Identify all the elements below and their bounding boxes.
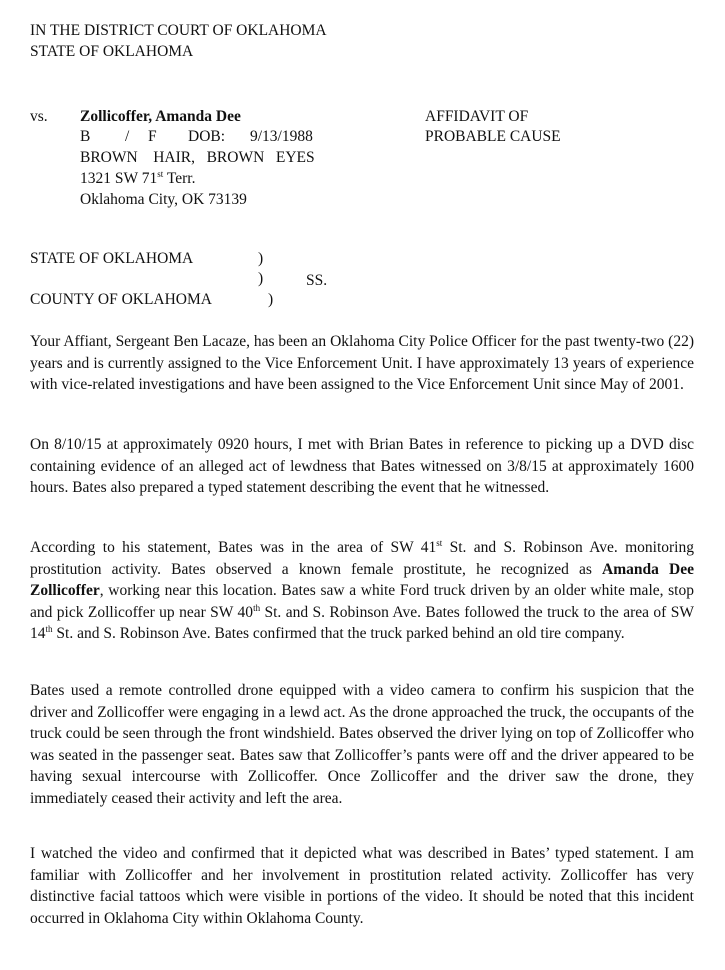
- paragraph-drone: Bates used a remote controlled drone equipped with a video camera to confirm his suspicion that the driver and Zollicoffer were engaging in a lewd act. As the drone approached the truck, the occupants of the truck could be seen through the front windshield. Bates observed the driver lying on top of Zollicoffer who was seated in the passenger seat. Bates saw that Zollicoffer’s pants were off and the driver appeared to be having sexual intercourse with Zollicoffer. Once Zollicoffer and the driver saw the drone, they immediately ceased their activity and left the area.: [30, 682, 694, 807]
- paragraph-video: I watched the video and confirmed that it depicted what was described in Bates’ typed statement. I am familiar with Zollicoffer and her involvement in prostitution related activity. Zollicoffer has very distinctive facial tattoos which were visible in portions of the video. It should be noted that this incident occurred in Oklahoma City within Oklahoma County.: [30, 845, 694, 927]
- statement-text-4: St. and S. Robinson Ave. Bates followed the truck to the area of SW 14: [30, 603, 694, 642]
- venue-ss: SS.: [306, 272, 328, 289]
- defendant-description: BROWN HAIR, BROWN EYES: [80, 149, 315, 166]
- court-name: IN THE DISTRICT COURT OF OKLAHOMA: [30, 22, 327, 39]
- dob-label: DOB:: [188, 128, 226, 145]
- court-state: STATE OF OKLAHOMA: [30, 43, 194, 60]
- paragraph-affiant: Your Affiant, Sergeant Ben Lacaze, has been an Oklahoma City Police Officer for the past twenty-two (22) years and is currently assigned to the Vice Enforcement Unit. I have approximately 13 years of experience with vice-related investigations and have been assigned to the Vice Enforcement Unit since May of 2001.: [30, 333, 694, 393]
- statement-text-5: St. and S. Robinson Ave. Bates confirmed that the truck parked behind an old tire company.: [52, 625, 625, 642]
- defendant-address-street: [80, 168, 195, 189]
- venue-state: STATE OF OKLAHOMA: [30, 250, 194, 267]
- venue-paren-3: ): [268, 291, 274, 308]
- suspect-name-bold: Amanda Dee Zollicoffer: [30, 560, 694, 599]
- ordinal-1: st: [436, 538, 443, 548]
- paragraph-meeting: On 8/10/15 at approximately 0920 hours, I met with Brian Bates in reference to picking up a DVD disc containing evidence of an alleged act of lewdness that Bates witnessed on 3/8/15 at approximately 1600 hours. Bates also prepared a typed statement describing the event that he witnessed.: [30, 436, 694, 496]
- statement-text-3: , working near this location. Bates saw a white Ford truck driven by an older white male, stop and pick Zollicoffer up near SW 40: [30, 582, 694, 621]
- ordinal-2: th: [253, 602, 261, 613]
- defendant-sex: F: [148, 128, 157, 145]
- street-ordinal: st: [157, 169, 164, 179]
- paragraph-statement: [30, 537, 694, 645]
- venue-paren-1: ): [258, 250, 264, 267]
- document-title-line1: AFFIDAVIT OF: [425, 108, 529, 125]
- venue-county: COUNTY OF OKLAHOMA: [30, 291, 212, 308]
- street-name: Terr.: [163, 170, 196, 187]
- statement-text-2: St. and S. Robinson Ave. monitoring prostitution activity. Bates observed a known female prostitute, he recognized as: [30, 539, 694, 578]
- defendant-dob: 9/13/1988: [250, 128, 313, 145]
- ordinal-3: th: [45, 624, 53, 634]
- versus-label: vs.: [30, 108, 48, 125]
- statement-text-1: According to his statement, Bates was in the area of SW 41: [30, 539, 437, 556]
- defendant-name: Zollicoffer, Amanda Dee: [80, 108, 241, 125]
- race-sex-separator: /: [125, 128, 130, 145]
- street-number: 1321 SW 71: [80, 170, 158, 187]
- venue-paren-2: ): [258, 270, 264, 287]
- defendant-race: B: [80, 128, 91, 145]
- defendant-address-city: Oklahoma City, OK 73139: [80, 191, 247, 208]
- document-title-line2: PROBABLE CAUSE: [425, 128, 561, 145]
